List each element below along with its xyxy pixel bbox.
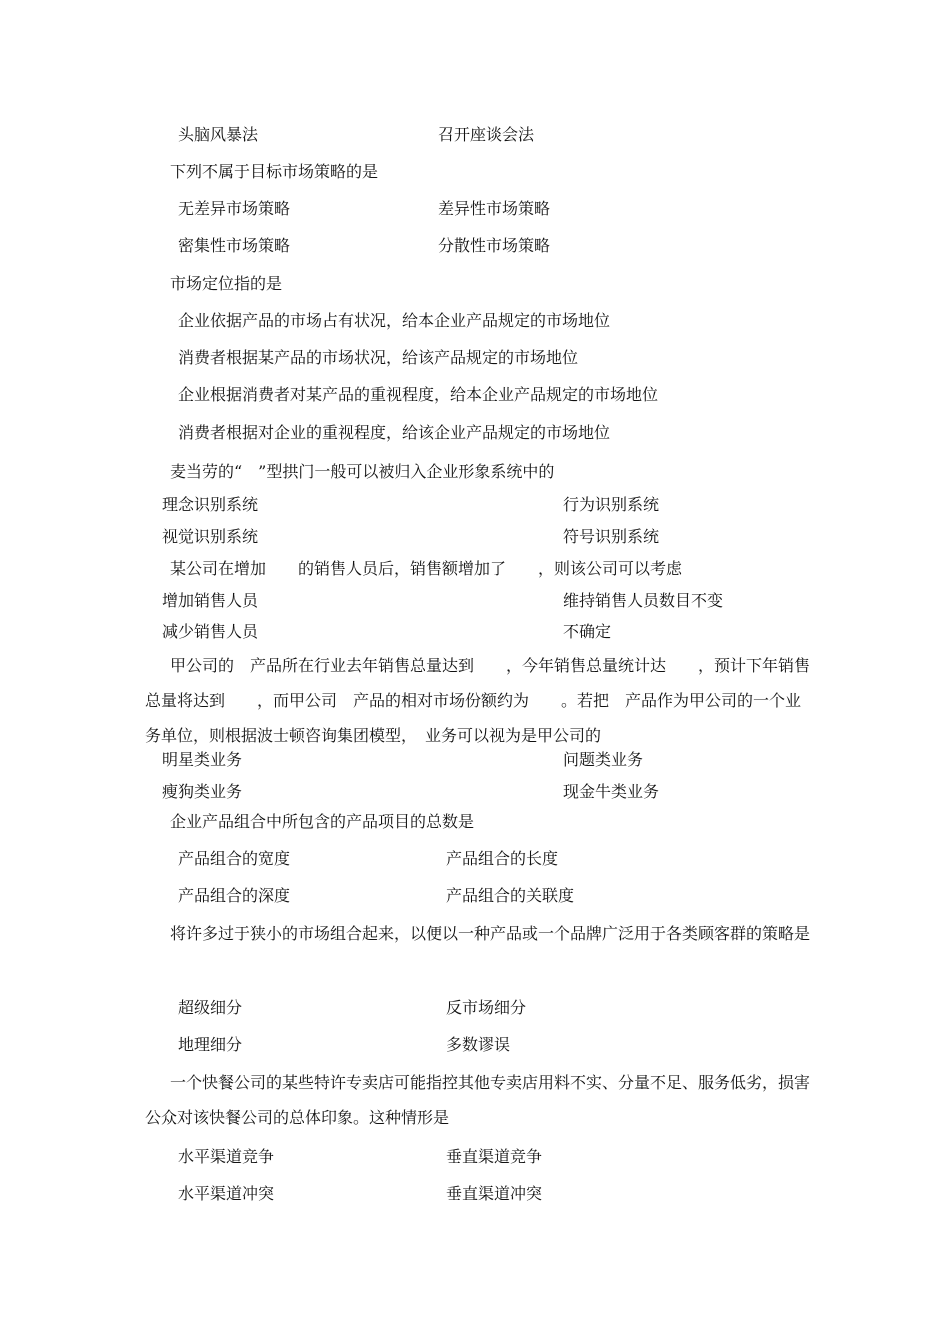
question-stem: 市场定位指的是 [170, 274, 283, 293]
question-stem: 企业产品组合中所包含的产品项目的总数是 [170, 812, 475, 831]
option-d: 分散性市场策略 [438, 236, 551, 255]
question-stem: 一个快餐公司的某些特许专卖店可能指控其他专卖店用料不实、分量不足、服务低劣，损害公众对该快餐公司的总体印象。这种情形是 [145, 1073, 811, 1127]
option-a: 明星类业务 [162, 750, 243, 769]
option-c: 地理细分 [178, 1035, 243, 1054]
option-c: 水平渠道冲突 [178, 1184, 275, 1203]
option-a: 理念识别系统 [162, 495, 259, 514]
option-c: 减少销售人员 [162, 622, 259, 641]
option-b: 反市场细分 [446, 998, 527, 1017]
option-b: 维持销售人员数目不变 [563, 591, 724, 610]
option-d: 多数谬误 [446, 1035, 511, 1054]
option-c: 密集性市场策略 [178, 236, 291, 255]
option-a: 水平渠道竞争 [178, 1147, 275, 1166]
option-d: 不确定 [563, 622, 612, 641]
option-c: 产品组合的深度 [178, 886, 291, 905]
option-a: 产品组合的宽度 [178, 849, 291, 868]
option-d: 产品组合的关联度 [446, 886, 575, 905]
option-b: 行为识别系统 [563, 495, 660, 514]
option-d: 消费者根据对企业的重视程度，给该企业产品规定的市场地位 [178, 423, 611, 442]
option-b: 召开座谈会法 [438, 125, 535, 144]
option-b: 问题类业务 [563, 750, 644, 769]
option-a: 增加销售人员 [162, 591, 259, 610]
option-d: 符号识别系统 [563, 527, 660, 546]
option-b: 垂直渠道竞争 [446, 1147, 543, 1166]
option-a: 企业依据产品的市场占有状况，给本企业产品规定的市场地位 [178, 311, 611, 330]
option-b: 消费者根据某产品的市场状况，给该产品规定的市场地位 [178, 348, 579, 367]
option-b: 差异性市场策略 [438, 199, 551, 218]
question-stem: 下列不属于目标市场策略的是 [170, 162, 379, 181]
option-a: 无差异市场策略 [178, 199, 291, 218]
question-stem: 甲公司的 产品所在行业去年销售总量达到 ，今年销售总量统计达 ，预计下年销售总量将达到 ，而甲公司 产品的相对市场份额约为 。若把 产品作为甲公司的一个业务单位，则根据波士顿咨询集团模型， 业务可以视为是甲公司的 [145, 656, 811, 745]
option-b: 产品组合的长度 [446, 849, 559, 868]
question-stem: 麦当劳的“ ”型拱门一般可以被归入企业形象系统中的 [170, 462, 555, 481]
question-stem: 将许多过于狭小的市场组合起来，以便以一种产品或一个品牌广泛用于各类顾客群的策略是 [170, 924, 811, 943]
option-c: 视觉识别系统 [162, 527, 259, 546]
option-d: 垂直渠道冲突 [446, 1184, 543, 1203]
option-c: 瘦狗类业务 [162, 782, 243, 801]
option-a: 头脑风暴法 [178, 125, 259, 144]
question-stem: 某公司在增加 的销售人员后，销售额增加了 ，则该公司可以考虑 [170, 559, 683, 578]
option-a: 超级细分 [178, 998, 243, 1017]
option-d: 现金牛类业务 [563, 782, 660, 801]
option-c: 企业根据消费者对某产品的重视程度，给本企业产品规定的市场地位 [178, 385, 659, 404]
